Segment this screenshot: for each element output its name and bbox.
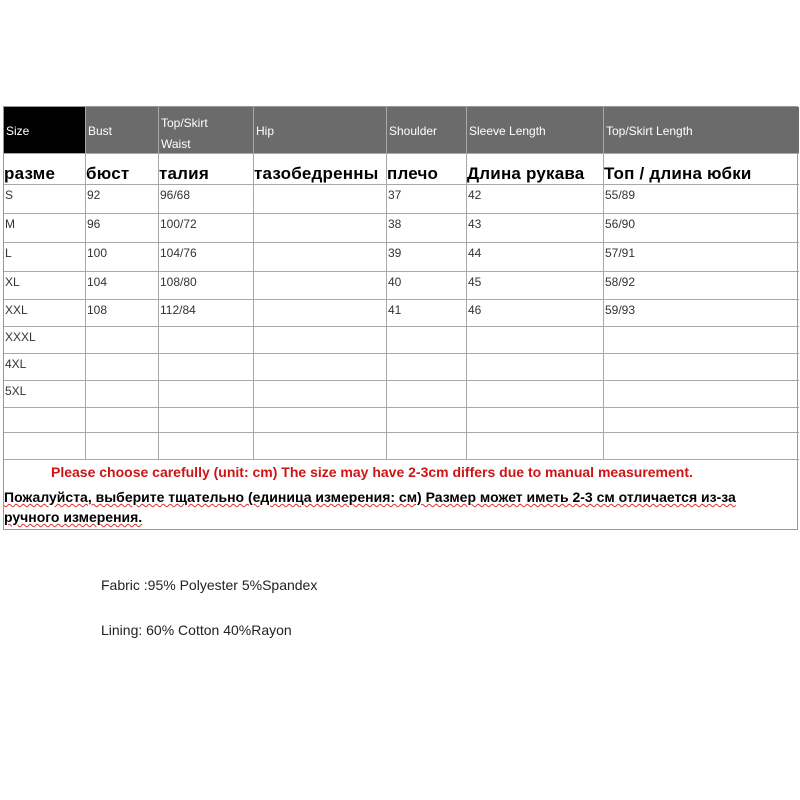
measurement-notes: [4, 460, 797, 530]
column-header: [467, 107, 604, 154]
value-cell: [86, 327, 159, 354]
value-cell: [86, 214, 159, 243]
size-cell-text: 5XL: [5, 384, 27, 398]
column-header: [254, 107, 387, 154]
value-cell-text: 58/92: [605, 275, 636, 289]
value-cell-text: 41: [388, 303, 402, 317]
column-header-russian-text: плечо: [387, 164, 439, 183]
value-cell: [604, 214, 799, 243]
value-cell-text: 96/68: [160, 188, 191, 202]
value-cell: [604, 272, 799, 300]
value-cell-text: 100/72: [160, 217, 197, 231]
value-cell: [387, 272, 467, 300]
value-cell: [254, 408, 387, 433]
fabric-composition: Fabric :95% Polyester 5%Spandex: [101, 577, 318, 593]
value-cell: [387, 381, 467, 408]
size-cell: [4, 408, 86, 433]
column-header-russian-text: бюст: [86, 164, 130, 183]
size-cell: [4, 243, 86, 272]
table-row: [4, 185, 797, 214]
value-cell: [159, 214, 254, 243]
header-row: [4, 107, 797, 154]
size-cell-text: S: [5, 188, 14, 202]
value-cell: [467, 214, 604, 243]
value-cell: [159, 327, 254, 354]
value-cell: [159, 433, 254, 460]
value-cell-text: 37: [388, 188, 402, 202]
size-cell: [4, 433, 86, 460]
value-cell-text: 100: [87, 246, 108, 260]
table-row: [4, 381, 797, 408]
value-cell: [387, 433, 467, 460]
column-header: [4, 107, 86, 154]
value-cell: [387, 327, 467, 354]
column-header-russian: [467, 154, 604, 185]
note-russian: [4, 487, 794, 527]
column-header-russian-text: Топ / длина юбки: [604, 164, 752, 183]
value-cell: [254, 272, 387, 300]
size-cell-text: 4XL: [5, 357, 27, 371]
value-cell: [604, 300, 799, 327]
size-cell: [4, 185, 86, 214]
value-cell: [387, 408, 467, 433]
column-header-russian: [4, 154, 86, 185]
value-cell: [387, 214, 467, 243]
table-row: [4, 433, 797, 460]
header-row-russian: [4, 154, 797, 185]
value-cell: [387, 300, 467, 327]
value-cell: [387, 354, 467, 381]
value-cell: [467, 408, 604, 433]
value-cell: [604, 185, 799, 214]
value-cell: [159, 185, 254, 214]
column-header-russian: [604, 154, 799, 185]
value-cell: [254, 243, 387, 272]
value-cell-text: 38: [388, 217, 402, 231]
value-cell: [254, 433, 387, 460]
value-cell: [467, 243, 604, 272]
note-english: Please choose carefully (unit: cm) The size may have 2-3cm differs due to manual measurement.: [51, 464, 693, 480]
size-cell: [4, 327, 86, 354]
value-cell: [159, 354, 254, 381]
column-header-text: Top/Skirt Length: [606, 124, 693, 138]
value-cell: [604, 408, 799, 433]
size-cell: [4, 300, 86, 327]
column-header-text: Top/Skirt Waist: [161, 116, 208, 151]
size-cell-text: XXXL: [5, 330, 36, 344]
note-russian-text: Пожалуйста, выберите тщательно (единица измерения: см) Размер может иметь 2-3 см отличается из-за ручного измерения.: [4, 489, 736, 525]
value-cell: [86, 381, 159, 408]
value-cell: [604, 381, 799, 408]
value-cell: [159, 300, 254, 327]
size-cell-text: XXL: [5, 303, 28, 317]
column-header-russian-text: тазобедренны: [254, 164, 379, 183]
column-header-text: Shoulder: [389, 124, 438, 138]
value-cell: [159, 243, 254, 272]
value-cell-text: 39: [388, 246, 402, 260]
size-cell-text: M: [5, 217, 15, 231]
value-cell: [254, 381, 387, 408]
table-row: [4, 214, 797, 243]
value-cell-text: 104/76: [160, 246, 197, 260]
value-cell: [86, 243, 159, 272]
value-cell: [387, 185, 467, 214]
value-cell: [86, 354, 159, 381]
table-row: [4, 354, 797, 381]
column-header: [159, 107, 254, 154]
value-cell: [467, 433, 604, 460]
value-cell: [254, 300, 387, 327]
value-cell: [86, 408, 159, 433]
value-cell-text: 45: [468, 275, 482, 289]
value-cell: [467, 300, 604, 327]
size-cell-text: L: [5, 246, 12, 260]
column-header-text: Sleeve Length: [469, 124, 546, 138]
value-cell: [467, 354, 604, 381]
value-cell: [159, 381, 254, 408]
size-chart-table: [3, 106, 798, 530]
lining-composition: Lining: 60% Cotton 40%Rayon: [101, 622, 292, 638]
column-header-text: Hip: [256, 124, 275, 138]
size-cell-text: XL: [5, 275, 20, 289]
column-header-russian-text: Длина рукава: [467, 164, 585, 183]
size-cell: [4, 354, 86, 381]
column-header-russian-text: талия: [159, 164, 209, 183]
value-cell: [467, 185, 604, 214]
column-header-russian: [254, 154, 387, 185]
value-cell-text: 56/90: [605, 217, 636, 231]
value-cell: [159, 272, 254, 300]
table-row: [4, 300, 797, 327]
column-header-russian-text: разме: [4, 164, 56, 183]
value-cell: [254, 185, 387, 214]
column-header: [604, 107, 799, 154]
value-cell: [467, 327, 604, 354]
value-cell: [86, 300, 159, 327]
table-row: [4, 272, 797, 300]
value-cell-text: 55/89: [605, 188, 636, 202]
value-cell: [387, 243, 467, 272]
table-row: [4, 327, 797, 354]
value-cell-text: 42: [468, 188, 482, 202]
value-cell: [254, 354, 387, 381]
value-cell-text: 44: [468, 246, 482, 260]
value-cell-text: 43: [468, 217, 482, 231]
column-header: [387, 107, 467, 154]
value-cell-text: 108/80: [160, 275, 197, 289]
value-cell: [604, 243, 799, 272]
value-cell-text: 112/84: [160, 303, 196, 317]
value-cell-text: 92: [87, 188, 101, 202]
table-row: [4, 243, 797, 272]
value-cell: [604, 327, 799, 354]
value-cell: [159, 408, 254, 433]
size-cell: [4, 381, 86, 408]
column-header-russian: [387, 154, 467, 185]
size-cell: [4, 272, 86, 300]
value-cell-text: 57/91: [605, 246, 636, 260]
value-cell: [467, 381, 604, 408]
value-cell: [254, 327, 387, 354]
value-cell-text: 46: [468, 303, 482, 317]
value-cell: [86, 433, 159, 460]
column-header-russian: [86, 154, 159, 185]
value-cell: [604, 433, 799, 460]
column-header-text: Size: [6, 124, 30, 138]
value-cell: [254, 214, 387, 243]
value-cell: [86, 185, 159, 214]
value-cell-text: 96: [87, 217, 101, 231]
value-cell-text: 59/93: [605, 303, 636, 317]
column-header-russian: [159, 154, 254, 185]
value-cell-text: 104: [87, 275, 108, 289]
value-cell: [86, 272, 159, 300]
table-row: [4, 408, 797, 433]
column-header-text: Bust: [88, 124, 113, 138]
value-cell-text: 108: [87, 303, 108, 317]
value-cell: [604, 354, 799, 381]
column-header: [86, 107, 159, 154]
value-cell-text: 40: [388, 275, 402, 289]
size-cell: [4, 214, 86, 243]
value-cell: [467, 272, 604, 300]
